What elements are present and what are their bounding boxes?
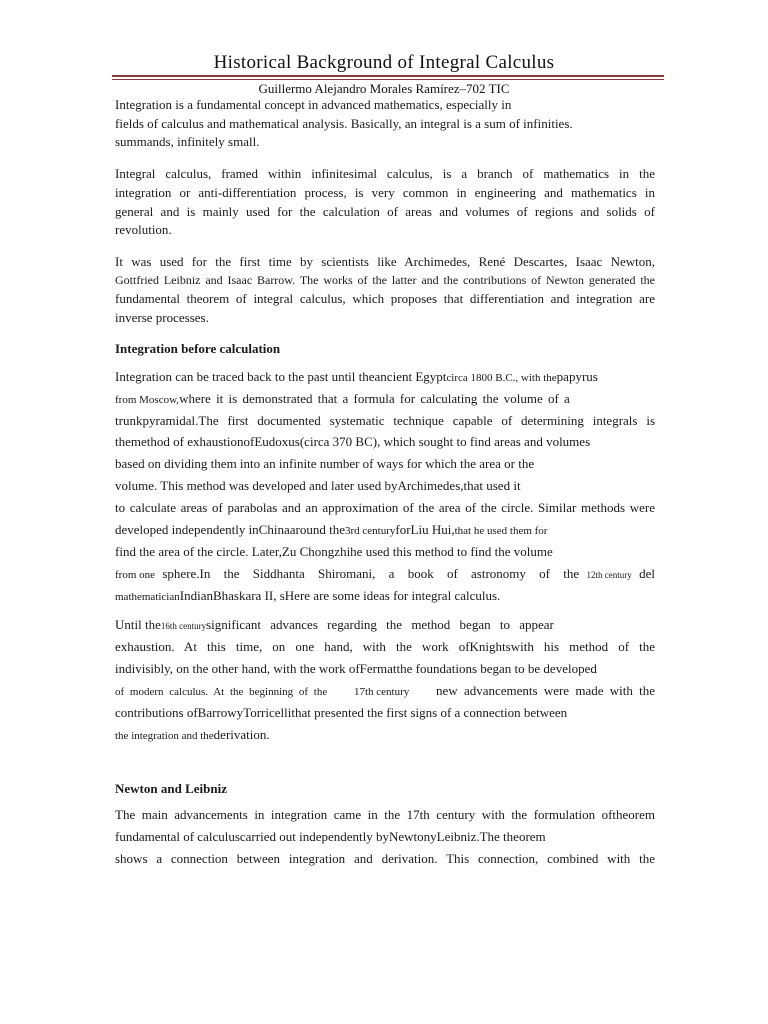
paragraph-6-line-2: fundamental of calculuscarried out independently byNewtonyLeibniz.The theorem — [115, 829, 546, 844]
paragraph-1-line-3: summands, infinitely small. — [115, 134, 260, 149]
paragraph-2-line-2: integration or anti-differentiation process, is very common in engineering and mathematics in — [115, 185, 655, 200]
title-rule-thin — [112, 79, 664, 80]
paragraph-1-line-2: fields of calculus and mathematical analysis. Basically, an integral is a sum of infinities. — [115, 116, 573, 131]
paragraph-4-line-10 — [115, 566, 655, 583]
text-segment: IndianBhaskara II, sHere are some ideas for integral calculus. — [179, 588, 501, 603]
text-segment: Until the — [115, 617, 161, 632]
text-segment: papyrus — [556, 369, 598, 384]
paragraph-6-line-1: The main advancements in integration came in the 17th century with the formulation oftheorem — [115, 807, 655, 822]
paragraph-3-line-3: fundamental theorem of integral calculus, which proposes that differentiation and integration are — [115, 291, 655, 306]
section-heading-integration-before-calculation: Integration before calculation — [115, 341, 281, 356]
text-segment — [115, 617, 206, 634]
text-segment-small: from Moscow, — [115, 394, 180, 406]
text-segment-small: of modern calculus. At the beginning of the — [115, 686, 328, 698]
paragraph-2-line-1: Integral calculus, framed within infinitesimal calculus, is a branch of mathematics in the — [115, 166, 655, 181]
text-segment-small: mathematician — [115, 591, 180, 603]
paragraph-1-line-1: Integration is a fundamental concept in advanced mathematics, especially in — [115, 97, 512, 112]
paragraph-3-line-2: Gottfried Leibniz and Isaac Barrow. The works of the latter and the contributions of Newton generated the — [115, 273, 655, 287]
paragraph-2-line-4: revolution. — [115, 222, 172, 237]
paragraph-5-line-3: indivisibly, on the other hand, with the work ofFermatthe foundations began to be developed — [115, 661, 597, 676]
document-title: Historical Background of Integral Calculus — [213, 52, 555, 73]
text-segment: where it is demonstrated that a formula for calculating the volume of a — [179, 391, 570, 406]
text-segment-small: 17th century — [353, 686, 410, 698]
text-segment: significant advances regarding the method began to appear — [206, 617, 554, 632]
text-segment-small: 16th century — [160, 621, 207, 631]
paragraph-4-line-3: trunkpyramidal.The first documented systematic technique capable of determining integrals is — [115, 413, 655, 428]
title-rule-thick — [112, 75, 664, 77]
paragraph-4-line-2 — [115, 391, 570, 408]
paragraph-3-line-4: inverse processes. — [115, 310, 209, 325]
paragraph-4-line-8 — [115, 522, 547, 539]
paragraph-5-line-6 — [115, 727, 270, 744]
paragraph-4-line-5: based on dividing them into an infinite number of ways for which the area or the — [115, 456, 535, 471]
paragraph-4-line-6: volume. This method was developed and later used byArchimedes,that used it — [115, 478, 521, 493]
text-segment-small: that he used them for — [454, 525, 548, 537]
paragraph-4-line-7: to calculate areas of parabolas and an approximation of the area of the circle. Similar methods were — [115, 500, 655, 515]
text-segment-small: circa 1800 B.C., with the — [446, 372, 557, 384]
paragraph-4-line-1 — [115, 369, 598, 386]
paragraph-5-line-1 — [115, 617, 554, 634]
paragraph-4-line-9: find the area of the circle. Later,Zu Chongzhihe used this method to find the volume — [115, 544, 553, 559]
text-segment-small: the integration and the — [115, 730, 214, 742]
paragraph-6-line-3: shows a connection between integration and derivation. This connection, combined with the — [115, 851, 655, 866]
paragraph-5-line-4 — [115, 683, 655, 700]
paragraph-4-line-4: themethod of exhaustionofEudoxus(circa 370 BC), which sought to find areas and volumes — [115, 434, 591, 449]
text-segment-small: 3rd century — [344, 525, 396, 537]
text-segment: derivation. — [213, 727, 270, 742]
text-segment: new advancements were made with the — [436, 683, 655, 698]
text-segment-small: 12th century — [586, 570, 632, 580]
text-segment-small: from one — [115, 569, 156, 581]
paragraph-4-line-11 — [115, 588, 500, 605]
paragraph-5-line-2: exhaustion. At this time, on one hand, with the work ofKnightswith his method of the — [115, 639, 655, 654]
paragraph-3-line-1: It was used for the first time by scientists like Archimedes, René Descartes, Isaac Newton, — [115, 254, 655, 269]
author-line: Guillermo Alejandro Morales Ramírez–702 TIC — [258, 81, 510, 96]
paragraph-5-line-5: contributions ofBarrowyTorricellithat presented the first signs of a connection between — [115, 705, 568, 720]
paragraph-2-line-3: general and is mainly used for the calculation of areas and volumes of regions and solids of — [115, 204, 655, 219]
text-segment: developed independently inChinaaround the — [115, 522, 345, 537]
text-segment: forLiu Hui, — [395, 522, 455, 537]
text-segment: sphere.In the Siddhanta Shiromani, a book of astronomy of the — [162, 566, 580, 581]
section-heading-newton-and-leibniz: Newton and Leibniz — [115, 781, 227, 796]
text-segment: Integration can be traced back to the past until theancient Egypt — [115, 369, 447, 384]
text-segment: del — [639, 566, 655, 581]
